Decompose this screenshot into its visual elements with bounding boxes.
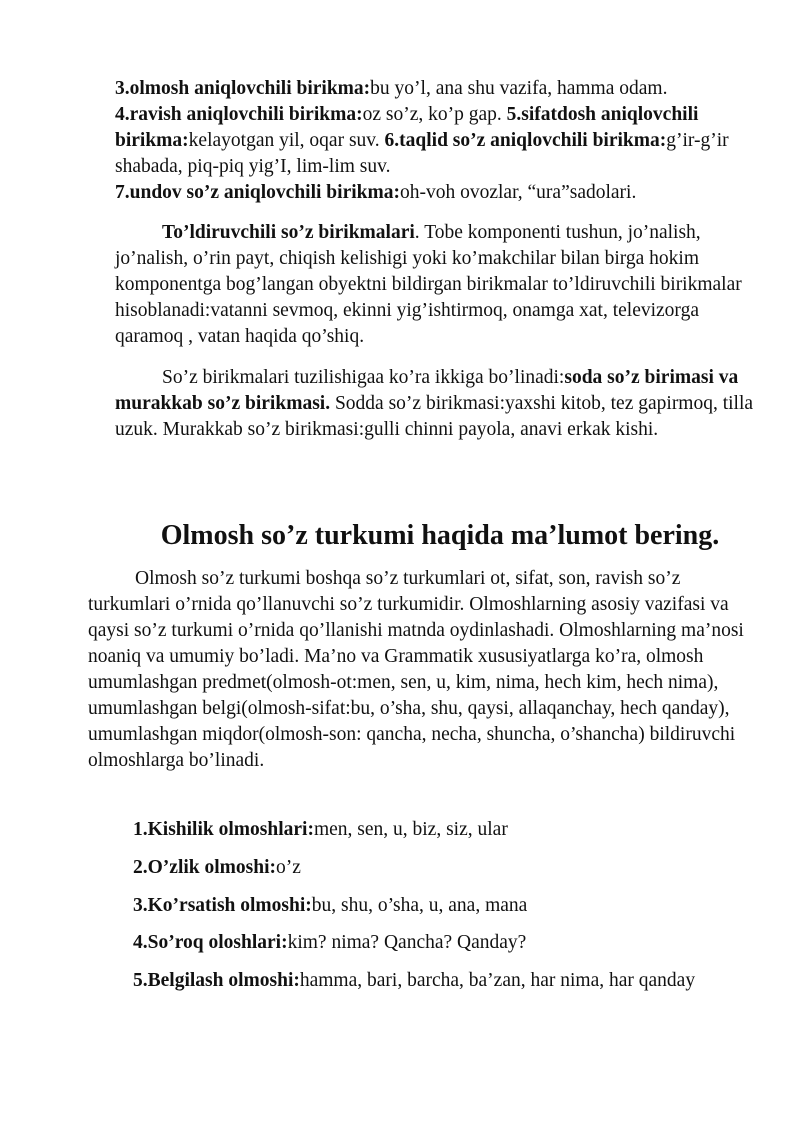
list-item-text: hamma, bari, barcha, ba’zan, har nima, har qanday [299, 970, 696, 991]
list-item-label: 4.So’roq oloshlari: [133, 932, 288, 953]
imitative-attributive-label: 6.taqlid so’z aniqlovchili birikma: [384, 130, 667, 151]
complement-phrases-term: To’ldiruvchili so’z birikmalari [162, 222, 415, 243]
list-item-label: 1.Kishilik olmoshlari: [133, 819, 314, 840]
imitative-attributive-examples: g’ir-g’ir shabada, piq-piq yig’I, lim-lim suv. [115, 130, 729, 177]
list-item [88, 855, 758, 881]
phrase-structure-paragraph [115, 365, 755, 443]
list-item-label: 5.Belgilash olmoshi: [133, 970, 300, 991]
interjection-attributive-label: 7.undov so’z aniqlovchili birikma: [115, 182, 400, 203]
list-item-text: bu, shu, o’sha, u, ana, mana [311, 895, 528, 916]
participle-attributive-examples: kelayotgan yil, oqar suv. [188, 130, 380, 151]
section-heading: Olmosh so’z turkumi haqida ma’lumot bering. [160, 520, 720, 551]
list-item [88, 893, 758, 919]
list-item-text: men, sen, u, biz, siz, ular [313, 819, 508, 840]
pronoun-attributive-examples: bu yo’l, ana shu vazifa, hamma odam. [370, 78, 668, 99]
list-item [88, 930, 758, 956]
list-item-label: 3.Ko’rsatish olmoshi: [133, 895, 312, 916]
list-item-label: 2.O’zlik olmoshi: [133, 857, 277, 878]
participle-attributive-label: 5.sifatdosh aniqlovchili birikma: [115, 104, 699, 151]
list-item [88, 817, 758, 843]
interjection-attributive-examples: oh-voh ovozlar, “ura”sadolari. [399, 182, 637, 203]
list-item-text: o’z [276, 857, 301, 878]
phrase-structure-examples: Sodda so’z birikmasi:yaxshi kitob, tez gapirmoq, tilla uzuk. Murakkab so’z birikmasi:gulli chinni payola, anavi erkak kishi. [115, 393, 754, 440]
list-item-text: kim? nima? Qancha? Qanday? [287, 932, 527, 953]
complement-phrases-text: . Tobe komponenti tushun, jo’nalish, jo’nalish, o’rin payt, chiqish kelishigi yoki ko’makchilar bilan birga hokim komponentga bog’langan obyektni bildirgan birikmalar to’ldiruvchili birikmalar hisoblanadi:vatanni sevmoq, ekinni yig’ishtirmoq, onamga xat, televizorga qaramoq , vatan haqida qo’shiq. [115, 222, 742, 347]
phrase-structure-terms: soda so’z birimasi va murakkab so’z birikmasi. [115, 367, 739, 414]
adverb-attributive-label: 4.ravish aniqlovchili birikma: [115, 104, 363, 125]
attributive-phrases-list [115, 76, 755, 206]
list-item [88, 968, 758, 994]
adverb-attributive-examples: oz so’z, ko’p gap. [362, 104, 502, 125]
pronoun-description-paragraph: Olmosh so’z turkumi boshqa so’z turkumlari ot, sifat, son, ravish so’z turkumlari o’rnida qo’llanuvchi so’z turkumidir. Olmoshlarning asosiy vazifasi va qaysi so’z turkumi o’rnida qo’llanishi matnda oydinlashadi. Olmoshlarning ma’nosi noaniq va umumiy bo’ladi. Ma’no va Grammatik xususiyatlarga ko’ra, olmosh umumlashgan predmet(olmosh-ot:men, sen, u, kim, nima, hech kim, hech nima), umumlashgan belgi(olmosh-sifat:bu, o’sha, shu, qaysi, allaqanchay, hech qanday), umumlashgan miqdor(olmosh-son: qancha, necha, shuncha, o’shancha) bildiruvchi olmoshlarga bo’linadi. [88, 568, 744, 771]
pronoun-attributive-label: 3.olmosh aniqlovchili birikma: [115, 78, 371, 99]
complement-phrases-paragraph [115, 220, 755, 350]
phrase-structure-intro: So’z birikmalari tuzilishigaa ko’ra ikkiga bo’linadi: [162, 367, 565, 388]
